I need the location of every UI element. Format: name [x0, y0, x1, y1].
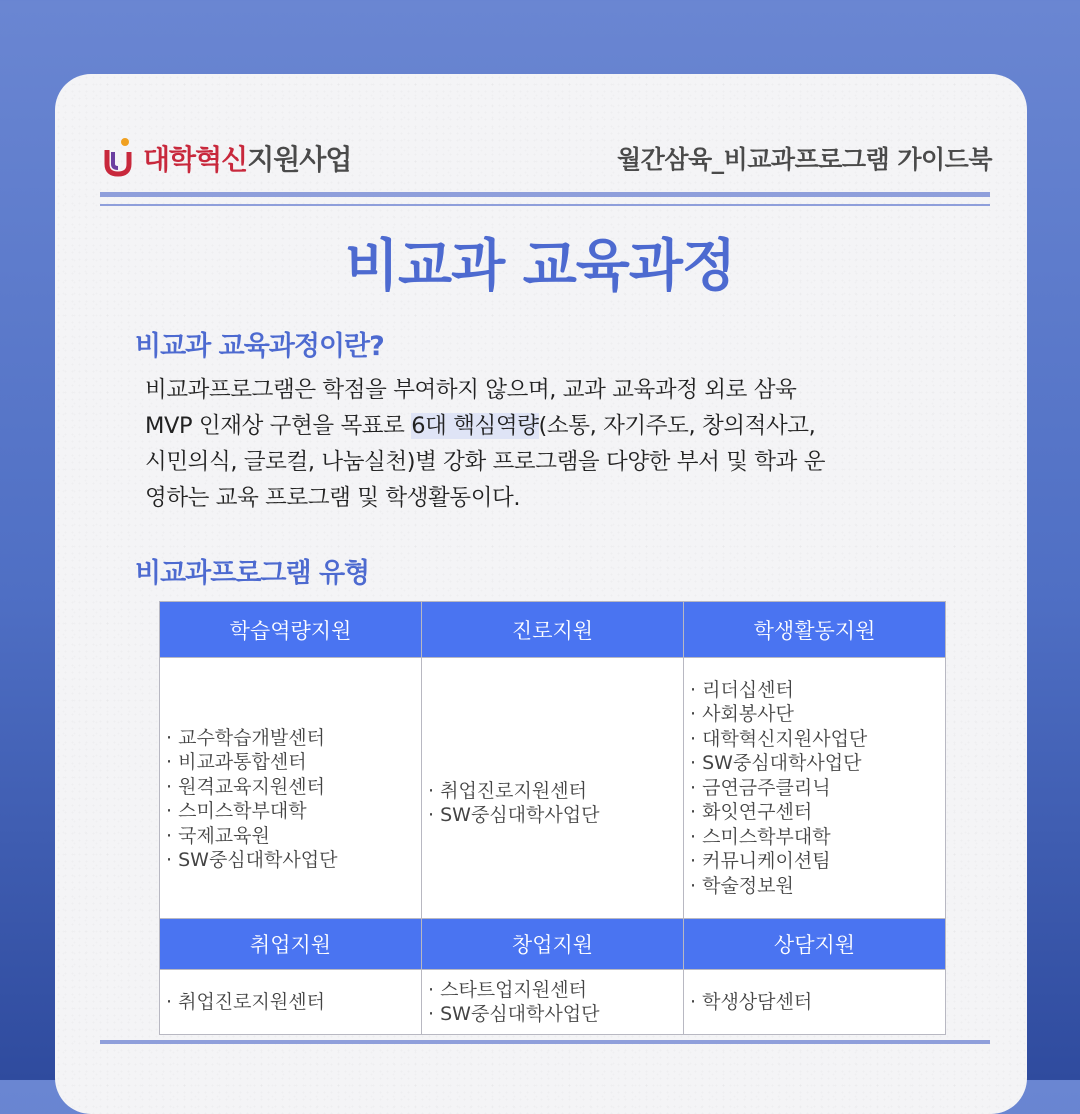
logo-text-red: 대학혁신 [143, 143, 248, 176]
table-header: 진로지원 [422, 602, 684, 658]
paragraph-line: 비교과프로그램은 학점을 부여하지 않으며, 교과 교육과정 외로 삼육 [145, 377, 797, 403]
header-divider-thin [100, 204, 990, 206]
list-item: · 취업진로지원센터 [166, 990, 421, 1015]
list-item: · 원격교육지원센터 [166, 775, 421, 800]
table-header: 창업지원 [422, 919, 684, 970]
list-item: · 취업진로지원센터 [428, 779, 683, 804]
list-item: · SW중심대학사업단 [428, 1002, 683, 1027]
list-item: · 국제교육원 [166, 824, 421, 849]
table-cell-student-activity [684, 658, 946, 919]
list-item: · 금연금주클리닉 [690, 776, 945, 801]
guidebook-title: 월간삼육_비교과프로그램 가이드북 [617, 145, 992, 174]
list-item: · 화잇연구센터 [690, 800, 945, 825]
table-cell-career [422, 658, 684, 919]
definition-paragraph [145, 372, 945, 516]
footer-divider [100, 1040, 990, 1044]
page-title: 비교과 교육과정 [344, 234, 736, 299]
list-item: · 스타트업지원센터 [428, 978, 683, 1003]
list-item: · 사회봉사단 [690, 702, 945, 727]
list-item: · SW중심대학사업단 [166, 848, 421, 873]
list-item: · SW중심대학사업단 [690, 751, 945, 776]
logo-text-gray: 지원사업 [247, 143, 352, 176]
table-cell-startup [422, 970, 684, 1035]
list-item: · 학술정보원 [690, 874, 945, 899]
table-header: 취업지원 [160, 919, 422, 970]
paragraph-line: 시민의식, 글로컬, 나눔실천)별 강화 프로그램을 다양한 부서 및 학과 운 [145, 449, 826, 475]
table-cell-learning [160, 658, 422, 919]
header-divider-thick [100, 192, 990, 197]
list-item: · 학생상담센터 [690, 990, 945, 1015]
section-heading-definition: 비교과 교육과정이란? [135, 331, 384, 362]
table-header-row [160, 602, 946, 658]
table-header: 학생활동지원 [684, 602, 946, 658]
table-cell-employment [160, 970, 422, 1035]
table-header-row [160, 919, 946, 970]
list-item: · 대학혁신지원사업단 [690, 727, 945, 752]
list-item: · 교수학습개발센터 [166, 726, 421, 751]
table-row [160, 970, 946, 1035]
table-cell-counseling [684, 970, 946, 1035]
paragraph-line: MVP 인재상 구현을 목표로 6대 핵심역량(소통, 자기주도, 창의적사고, [145, 413, 816, 439]
program-type-table [159, 601, 946, 1035]
list-item: · 비교과통합센터 [166, 750, 421, 775]
logo [103, 136, 351, 180]
table-header: 상담지원 [684, 919, 946, 970]
list-item: · 스미스학부대학 [690, 825, 945, 850]
list-item: · 리더십센터 [690, 678, 945, 703]
list-item: · SW중심대학사업단 [428, 803, 683, 828]
section-heading-types: 비교과프로그램 유형 [135, 558, 370, 589]
university-logo-icon [103, 136, 135, 180]
highlight-core-competency: 6대 핵심역량 [411, 413, 539, 439]
list-item: · 커뮤니케이션팀 [690, 849, 945, 874]
table-header: 학습역량지원 [160, 602, 422, 658]
table-row [160, 658, 946, 919]
list-item: · 스미스학부대학 [166, 799, 421, 824]
paragraph-line: 영하는 교육 프로그램 및 학생활동이다. [145, 485, 521, 511]
